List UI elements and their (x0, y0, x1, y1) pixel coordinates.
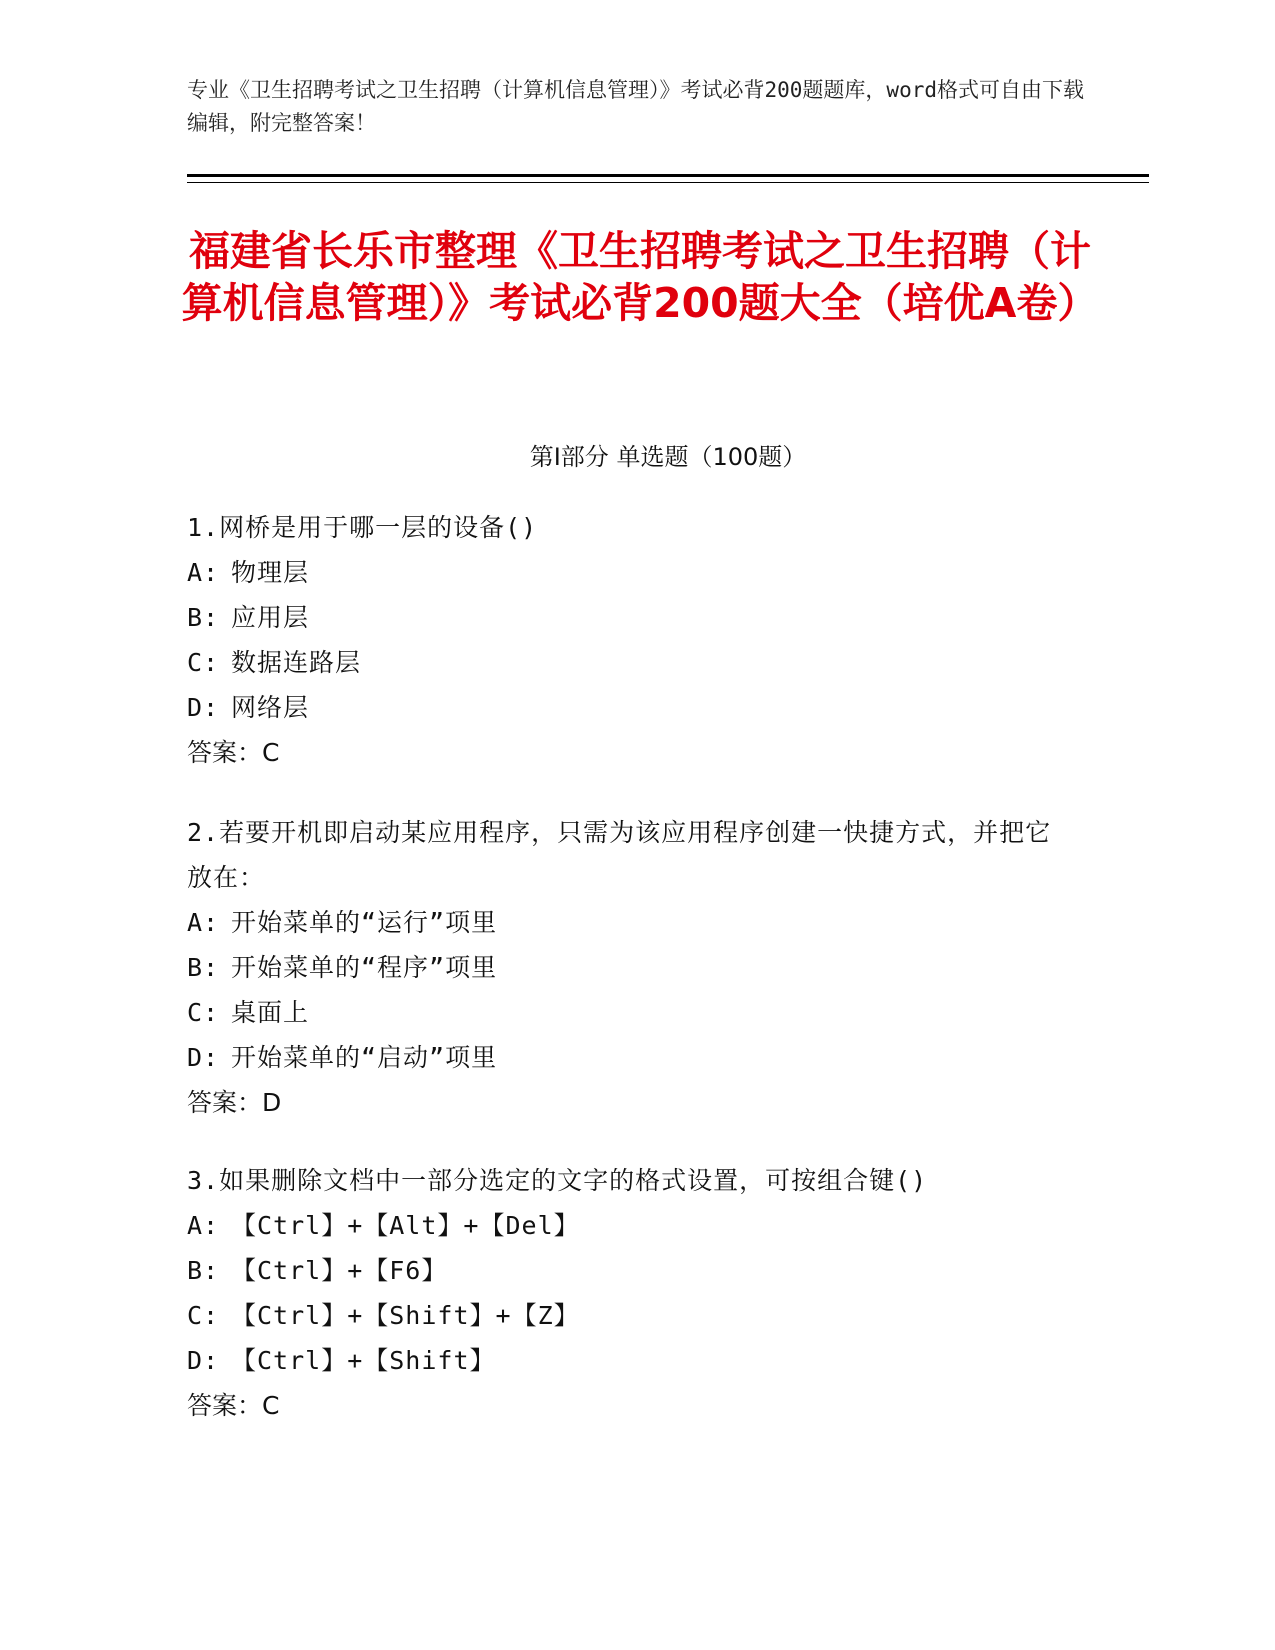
document-title: 福建省长乐市整理《卫生招聘考试之卫生招聘（计算机信息管理）》考试必背200题大全（培优A卷） (181, 227, 1099, 327)
option-text: 【Ctrl】+【Alt】+【Del】 (231, 1211, 580, 1240)
option-key: A: (187, 908, 220, 937)
question-1 (187, 505, 1067, 775)
option-c (187, 990, 1067, 1035)
option-key: B: (187, 953, 220, 982)
option-a (187, 1203, 1067, 1248)
question-stem: 2.若要开机即启动某应用程序，只需为该应用程序创建一快捷方式，并把它放在： (187, 818, 1052, 892)
option-text: 数据连路层 (231, 648, 362, 677)
section-title: 第Ⅰ部分 单选题（100题） (529, 443, 807, 471)
option-key: B: (187, 1256, 220, 1285)
option-text: 【Ctrl】+【Shift】+【Z】 (231, 1301, 580, 1330)
header-divider-thin (187, 182, 1149, 183)
header-note: 专业《卫生招聘考试之卫生招聘（计算机信息管理）》考试必背200题题库，word格式可自由下载编辑，附完整答案！ (187, 78, 1084, 135)
option-key: D: (187, 1346, 220, 1375)
option-key: B: (187, 603, 220, 632)
question-2 (187, 810, 1067, 1125)
answer: 答案：C (187, 738, 280, 767)
answer: 答案：D (187, 1088, 282, 1117)
option-text: 开始菜单的“运行”项里 (231, 908, 498, 937)
option-text: 应用层 (231, 603, 310, 632)
option-text: 网络层 (231, 693, 310, 722)
option-text: 【Ctrl】+【F6】 (231, 1256, 448, 1285)
option-key: A: (187, 558, 220, 587)
option-b (187, 945, 1067, 990)
option-a (187, 900, 1067, 945)
header-divider-thick (187, 174, 1149, 177)
option-key: D: (187, 1043, 220, 1072)
option-text: 桌面上 (231, 998, 310, 1027)
option-key: C: (187, 1301, 220, 1330)
option-text: 【Ctrl】+【Shift】 (231, 1346, 496, 1375)
option-a (187, 550, 1067, 595)
option-key: D: (187, 693, 220, 722)
option-key: C: (187, 998, 220, 1027)
option-d (187, 1338, 1067, 1383)
option-b (187, 1248, 1067, 1293)
question-stem: 3.如果删除文档中一部分选定的文字的格式设置，可按组合键() (187, 1166, 928, 1195)
option-d (187, 1035, 1067, 1080)
option-b (187, 595, 1067, 640)
option-key: C: (187, 648, 220, 677)
option-d (187, 685, 1067, 730)
option-text: 物理层 (231, 558, 310, 587)
answer: 答案：C (187, 1391, 280, 1420)
option-key: A: (187, 1211, 220, 1240)
option-text: 开始菜单的“程序”项里 (231, 953, 498, 982)
question-3 (187, 1158, 1067, 1428)
option-c (187, 1293, 1067, 1338)
option-c (187, 640, 1067, 685)
question-stem: 1.网桥是用于哪一层的设备() (187, 513, 538, 542)
option-text: 开始菜单的“启动”项里 (231, 1043, 498, 1072)
